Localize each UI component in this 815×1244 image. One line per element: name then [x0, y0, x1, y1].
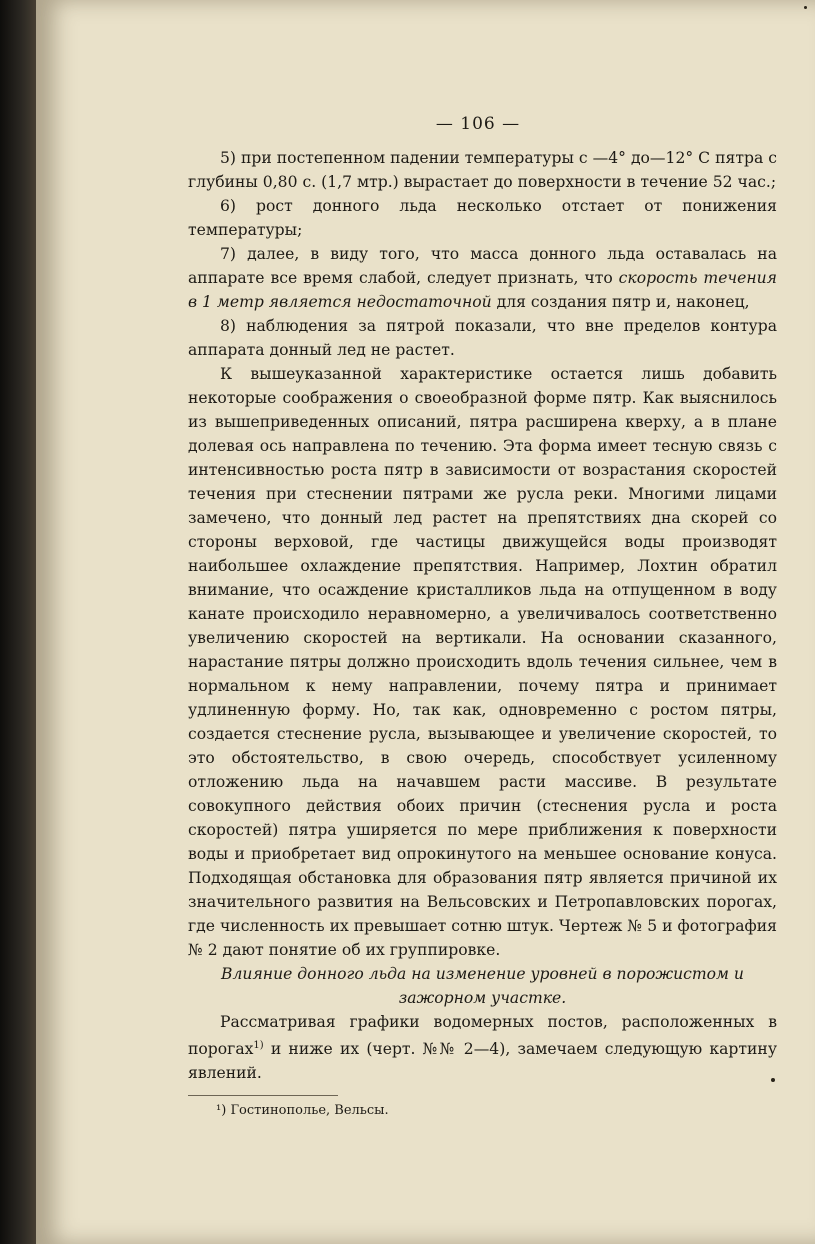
paper-speck	[771, 1078, 775, 1082]
footnote-divider	[188, 1095, 338, 1096]
paragraph-gauge-graphs	[188, 1010, 777, 1085]
body-text	[188, 146, 777, 1120]
page-number: — 106 —	[435, 114, 521, 134]
paragraph-item-7-end: для создания пятр и, наконец,	[491, 293, 750, 311]
paragraph-gauge-start: Рассматривая графики водомерных постов, расположенных в порогах	[188, 1013, 777, 1059]
footnote-text: Гостинополье, Вельсы.	[230, 1103, 389, 1119]
footnote-reference: 1)	[253, 1040, 264, 1051]
paragraph-item-7-italic: скорость течения в 1 метр является недостаточной	[188, 269, 777, 311]
footnote-mark: ¹)	[216, 1103, 227, 1119]
footnote	[188, 1102, 777, 1120]
paragraph-gauge-end: и ниже их (черт. №№ 2—4), замечаем следующую картину явлений.	[188, 1040, 777, 1083]
paragraph-item-5: 5) при постепенном падении температуры с —4° до—12° С пятра с глубины 0,80 с. (1,7 мтр.) вырастает до поверхности в течение 52 час.;	[188, 149, 777, 191]
paper-speck	[804, 6, 807, 9]
paragraph-item-7	[188, 242, 777, 314]
document-page	[36, 0, 815, 1244]
paragraph-item-6: 6) рост донного льда несколько отстает от понижения температуры;	[188, 197, 777, 239]
paragraph-item-7-start: 7) далее, в виду того, что масса донного льда оставалась на аппарате все время слабой, следует признать, что	[188, 245, 777, 287]
paragraph-item-8: 8) наблюдения за пятрой показали, что вне пределов контура аппарата донный лед не растет.	[188, 317, 777, 359]
book-binding-edge	[0, 0, 38, 1244]
section-heading: Влияние донного льда на изменение уровней в порожистом и зажорном участке.	[221, 965, 744, 1007]
paragraph-shape-discussion: К вышеуказанной характеристике остается лишь добавить некоторые соображения о своеобразной форме пятр. Как выяснилось из вышеприведенных описаний, пятра расширена кверху, а в плане долевая ось направлена по течению. Эта форма имеет тесную связь с интенсивностью роста пятр в зависимости от возрастания скоростей течения при стеснении пятрами же русла реки. Многими лицами замечено, что донный лед растет на препятствиях дна скорей со стороны верховой, где частицы движущейся воды производят наибольшее охлаждение препятствия. Например, Лохтин обратил внимание, что осаждение кристалликов льда на отпущенном в воду канате происходило неравномерно, а увеличивалось соответственно увеличению скоростей на вертикали. На основании сказанного, нарастание пятры должно происходить вдоль течения сильнее, чем в нормальном к нему направлении, почему пятра и принимает удлиненную форму. Но, так как, одновременно с ростом пятры, создается стеснение русла, вызывающее и увеличение скоростей, то это обстоятельство, в свою очередь, способствует усиленному отложению льда на начавшем расти массиве. В результате совокупного действия обоих причин (стеснения русла и роста скоростей) пятра уширяется по мере приближения к поверхности воды и приобретает вид опрокинутого на меньшее основание конуса. Подходящая обстановка для образования пятр является причиной их значительного развития на Вельсовских и Петропавловских порогах, где численность их превышает сотню штук. Чертеж № 5 и фотография № 2 дают понятие об их группировке.	[188, 365, 777, 959]
